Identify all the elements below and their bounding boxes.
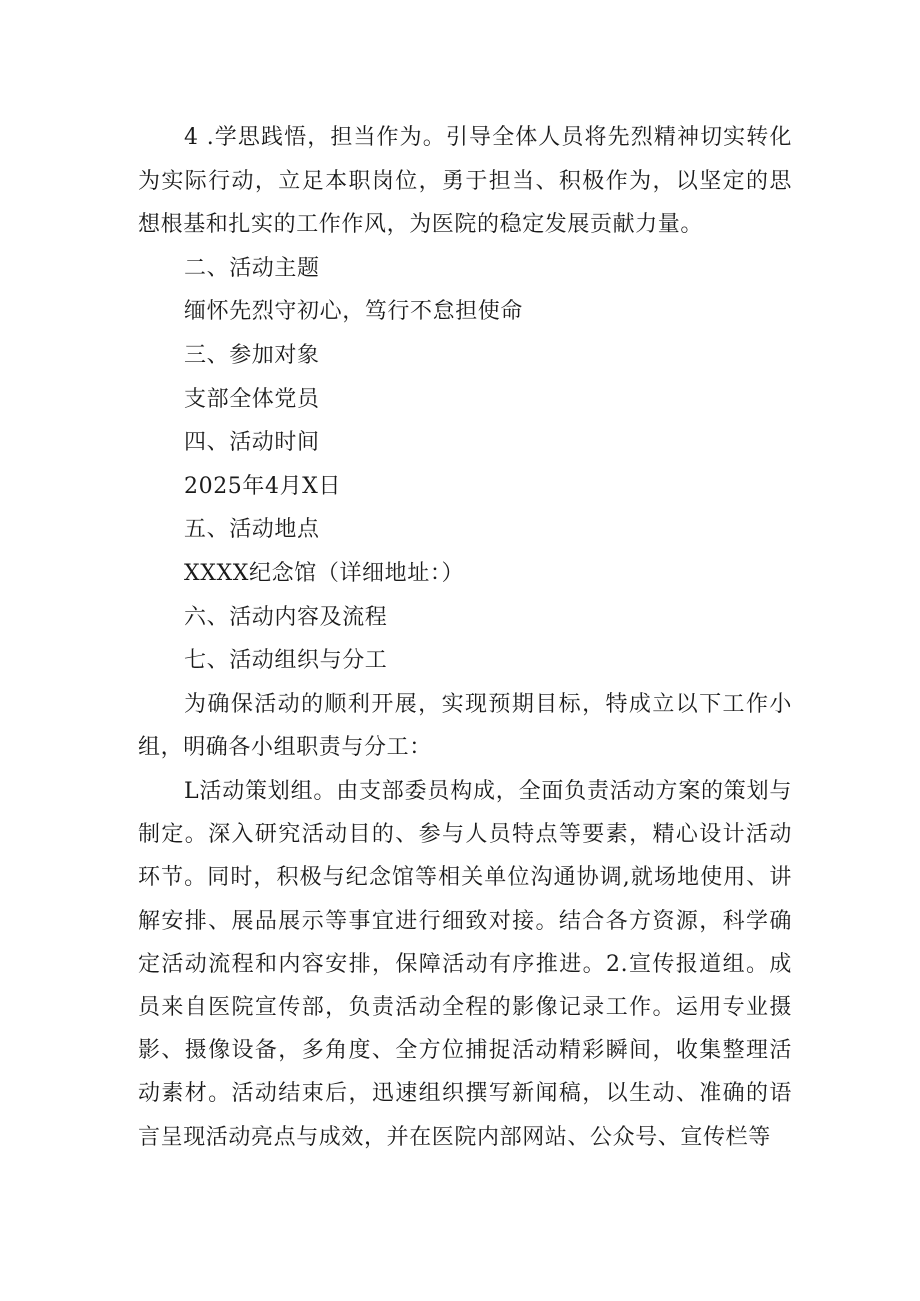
section-3-content: 支部全体党员 bbox=[184, 386, 320, 412]
section-5-content: XXXX纪念馆（详细地址：） bbox=[184, 560, 465, 586]
document-body bbox=[138, 116, 792, 1159]
section-2-heading: 二、活动主题 bbox=[184, 255, 320, 281]
section-6-heading: 六、活动内容及流程 bbox=[184, 604, 388, 630]
section-3-heading: 三、参加对象 bbox=[184, 342, 320, 368]
section-4-content: 2025年4月X日 bbox=[184, 473, 342, 499]
section-4-heading: 四、活动时间 bbox=[184, 430, 320, 456]
section-5-heading: 五、活动地点 bbox=[184, 517, 320, 543]
section-7-groups: L活动策划组。由支部委员构成，全面负责活动方案的策划与制定。深入研究活动目的、参与人员特点等要素，精心设计活动环节。同时，积极与纪念馆等相关单位沟通协调,就场地使用、讲解安排、展品展示等事宜进行细致对接。结合各方资源，科学确定活动流程和内容安排，保障活动有序推进。2.宣传报道组。成员来自医院宣传部，负责活动全程的影像记录工作。运用专业摄影、摄像设备，多角度、全方位捕捉活动精彩瞬间，收集整理活动素材。活动结束后，迅速组织撰写新闻稿，以生动、准确的语言呈现活动亮点与成效，并在医院内部网站、公众号、宣传栏等 bbox=[138, 778, 792, 1150]
section-7-heading: 七、活动组织与分工 bbox=[184, 648, 388, 674]
item-4-paragraph: 4 .学思践悟，担当作为。引导全体人员将先烈精神切实转化为实际行动，立足本职岗位，勇于担当、积极作为，以坚定的思想根基和扎实的工作作风，为医院的稳定发展贡献力量。 bbox=[138, 125, 792, 238]
section-7-intro: 为确保活动的顺利开展，实现预期目标，特成立以下工作小组，明确各小组职责与分工： bbox=[138, 691, 792, 761]
section-2-content: 缅怀先烈守初心，笃行不怠担使命 bbox=[184, 299, 524, 325]
